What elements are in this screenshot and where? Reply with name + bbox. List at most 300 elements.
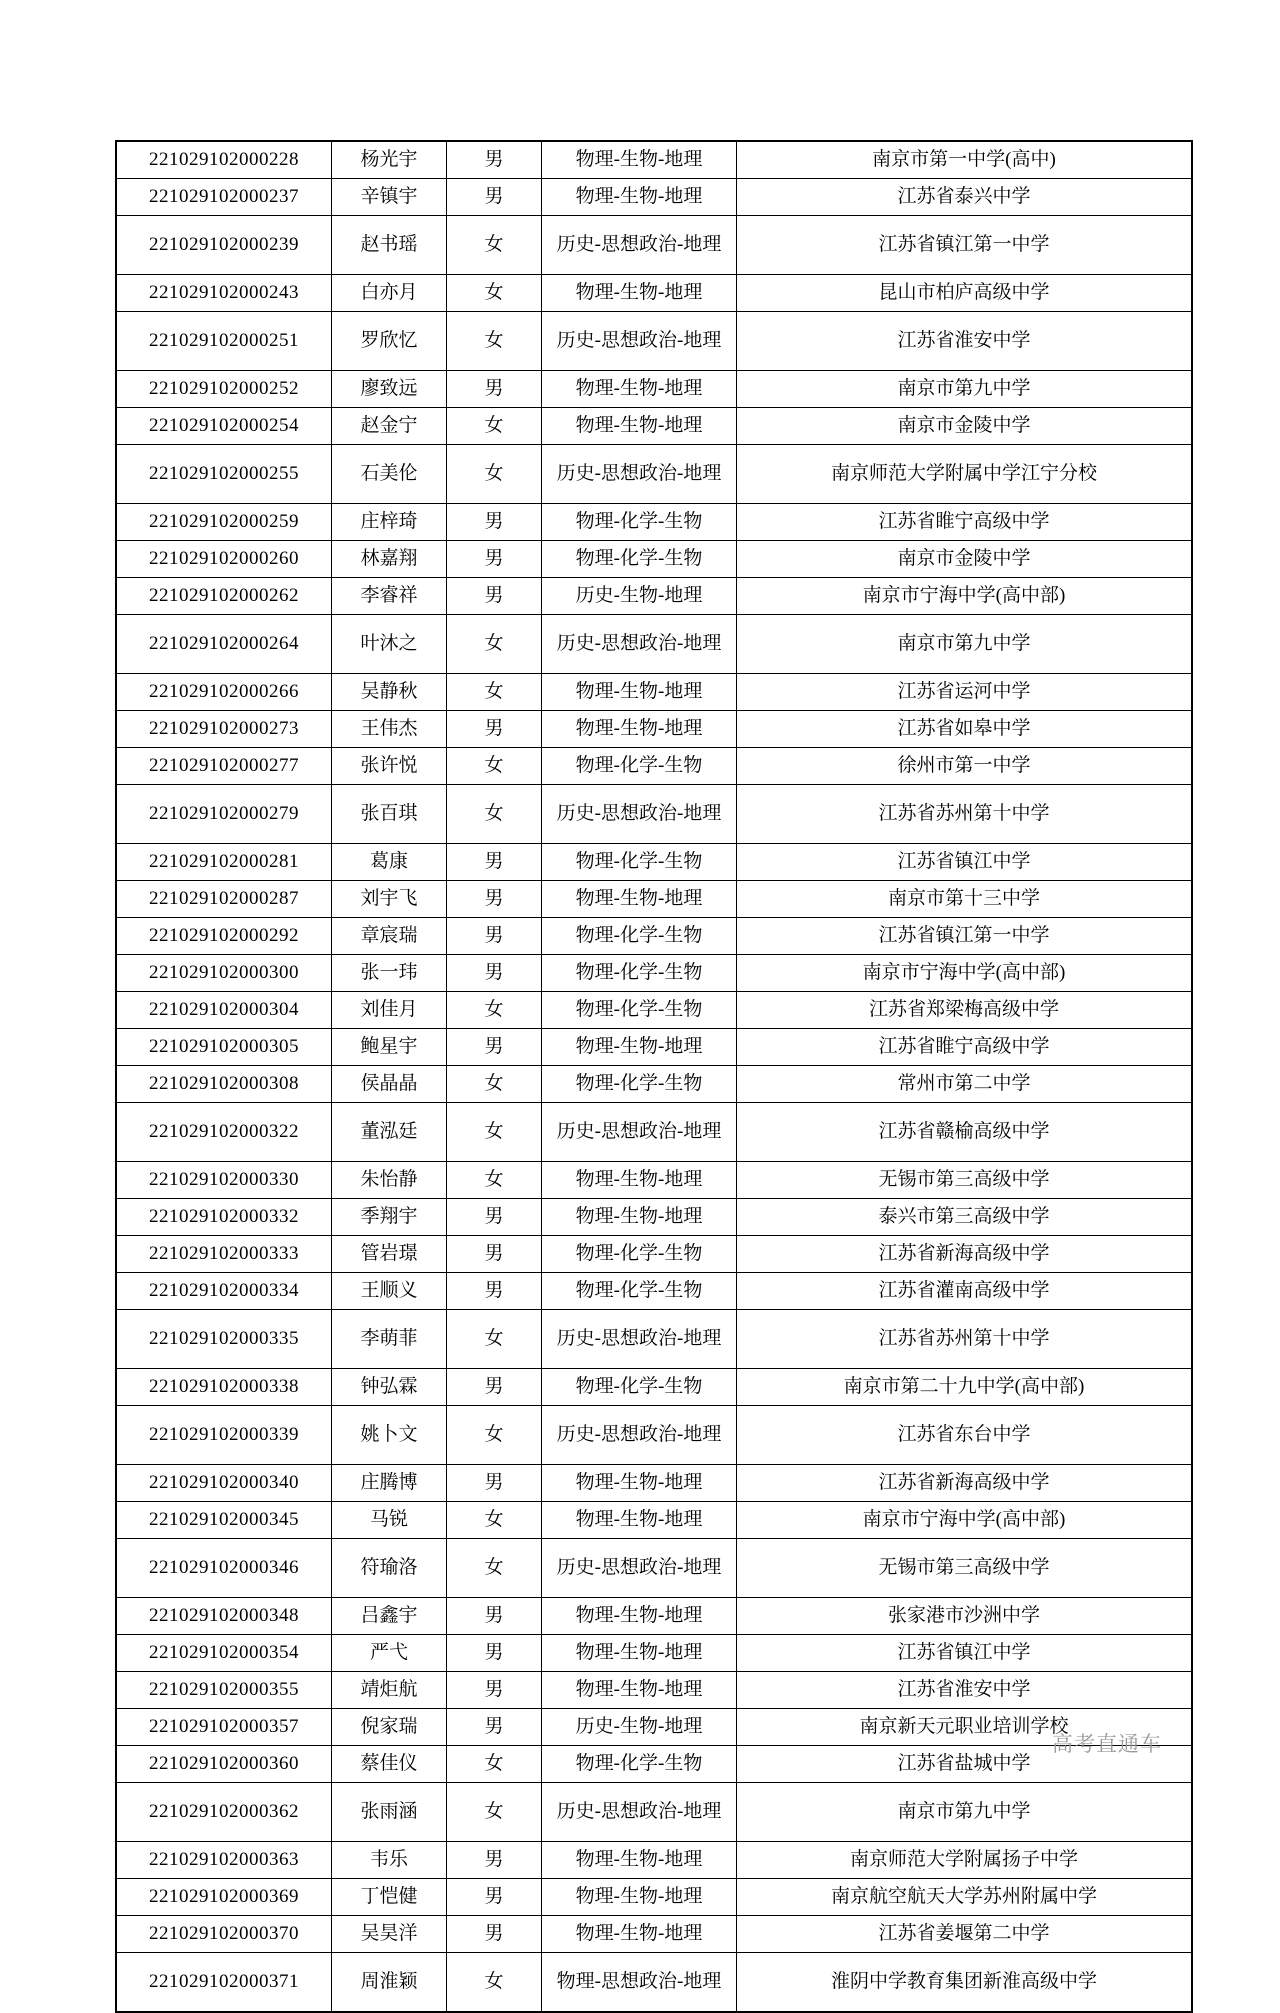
- cell-candidate-id-text: 221029102000243: [149, 281, 299, 303]
- cell-sex: [447, 1783, 542, 1842]
- table-row: [116, 371, 1192, 408]
- cell-name-text: 张一玮: [360, 961, 418, 983]
- cell-sex-text: 女: [484, 754, 504, 776]
- table-row: [116, 1635, 1192, 1672]
- cell-candidate-id-text: 221029102000266: [149, 680, 299, 702]
- cell-candidate-id: [116, 1709, 332, 1746]
- cell-subjects-text: 历史-思想政治-地理: [556, 802, 722, 824]
- cell-name-text: 周淮颖: [360, 1970, 418, 1992]
- watermark-label: 高考直通车: [1052, 1733, 1162, 1756]
- cell-candidate-id-text: 221029102000348: [149, 1604, 299, 1626]
- cell-school: [737, 1406, 1193, 1465]
- cell-name-text: 石美伦: [360, 462, 418, 484]
- cell-name: [332, 1879, 447, 1916]
- cell-sex: [447, 1879, 542, 1916]
- cell-candidate-id: [116, 371, 332, 408]
- cell-candidate-id: [116, 578, 332, 615]
- cell-subjects: [542, 408, 737, 445]
- cell-candidate-id-text: 221029102000363: [149, 1848, 299, 1870]
- cell-subjects-text: 物理-化学-生物: [575, 961, 703, 983]
- cell-candidate-id-text: 221029102000300: [149, 961, 299, 983]
- cell-school: [737, 844, 1193, 881]
- cell-name: [332, 541, 447, 578]
- cell-school-text: 南京市第九中学: [897, 377, 1031, 399]
- cell-subjects: [542, 541, 737, 578]
- cell-name-text: 钟弘霖: [360, 1375, 418, 1397]
- table-row: [116, 312, 1192, 371]
- cell-school: [737, 785, 1193, 844]
- cell-subjects-text: 物理-生物-地理: [575, 1641, 703, 1663]
- cell-sex: [447, 1746, 542, 1783]
- cell-sex-text: 女: [484, 414, 504, 436]
- cell-subjects: [542, 1103, 737, 1162]
- cell-sex: [447, 748, 542, 785]
- cell-subjects-text: 物理-生物-地理: [575, 1848, 703, 1870]
- cell-name: [332, 371, 447, 408]
- cell-candidate-id-text: 221029102000255: [149, 462, 299, 484]
- cell-candidate-id: [116, 711, 332, 748]
- cell-name-text: 蔡佳仪: [360, 1752, 418, 1774]
- cell-school-text: 常州市第二中学: [897, 1072, 1031, 1094]
- cell-candidate-id-text: 221029102000262: [149, 584, 299, 606]
- cell-sex: [447, 1236, 542, 1273]
- cell-subjects: [542, 1709, 737, 1746]
- cell-subjects-text: 物理-化学-生物: [575, 998, 703, 1020]
- cell-candidate-id: [116, 216, 332, 275]
- cell-name-text: 张雨涵: [360, 1800, 418, 1822]
- cell-school: [737, 711, 1193, 748]
- cell-candidate-id: [116, 1635, 332, 1672]
- cell-school-text: 江苏省睢宁高级中学: [878, 510, 1050, 532]
- table-row: [116, 1783, 1192, 1842]
- cell-sex-text: 女: [484, 1120, 504, 1142]
- cell-subjects-text: 物理-生物-地理: [575, 414, 703, 436]
- cell-sex-text: 女: [484, 1168, 504, 1190]
- cell-sex-text: 男: [484, 1242, 504, 1264]
- cell-school-text: 江苏省苏州第十中学: [878, 1327, 1050, 1349]
- cell-candidate-id-text: 221029102000346: [149, 1556, 299, 1578]
- cell-sex: [447, 1369, 542, 1406]
- cell-subjects-text: 历史-思想政治-地理: [556, 1120, 722, 1142]
- cell-subjects-text: 物理-化学-生物: [575, 924, 703, 946]
- cell-name-text: 侯晶晶: [360, 1072, 418, 1094]
- cell-subjects-text: 物理-生物-地理: [575, 680, 703, 702]
- cell-sex-text: 女: [484, 1072, 504, 1094]
- cell-candidate-id: [116, 1916, 332, 1953]
- table-row: [116, 1199, 1192, 1236]
- cell-school: [737, 1672, 1193, 1709]
- cell-candidate-id-text: 221029102000340: [149, 1471, 299, 1493]
- cell-subjects-text: 物理-化学-生物: [575, 754, 703, 776]
- cell-name: [332, 312, 447, 371]
- cell-sex: [447, 312, 542, 371]
- cell-name-text: 赵书瑶: [360, 233, 418, 255]
- cell-school: [737, 1273, 1193, 1310]
- cell-name: [332, 1635, 447, 1672]
- cell-name: [332, 1103, 447, 1162]
- cell-candidate-id: [116, 1369, 332, 1406]
- cell-subjects: [542, 1879, 737, 1916]
- cell-sex-text: 男: [484, 1604, 504, 1626]
- cell-candidate-id: [116, 1406, 332, 1465]
- cell-subjects: [542, 504, 737, 541]
- cell-school-text: 江苏省赣榆高级中学: [878, 1120, 1050, 1142]
- cell-name: [332, 1709, 447, 1746]
- cell-candidate-id-text: 221029102000370: [149, 1922, 299, 1944]
- cell-school: [737, 918, 1193, 955]
- cell-name: [332, 1916, 447, 1953]
- cell-sex: [447, 1465, 542, 1502]
- cell-school-text: 江苏省新海高级中学: [878, 1242, 1050, 1264]
- cell-name: [332, 141, 447, 179]
- cell-sex: [447, 1029, 542, 1066]
- cell-school-text: 江苏省运河中学: [897, 680, 1031, 702]
- cell-subjects: [542, 1406, 737, 1465]
- cell-sex-text: 女: [484, 632, 504, 654]
- cell-candidate-id-text: 221029102000279: [149, 802, 299, 824]
- cell-school: [737, 1199, 1193, 1236]
- table-row: [116, 785, 1192, 844]
- table-row: [116, 1066, 1192, 1103]
- cell-school-text: 南京新天元职业培训学校: [859, 1715, 1069, 1737]
- cell-candidate-id-text: 221029102000362: [149, 1800, 299, 1822]
- cell-name-text: 严弋: [369, 1641, 408, 1663]
- cell-subjects-text: 物理-生物-地理: [575, 281, 703, 303]
- cell-candidate-id-text: 221029102000305: [149, 1035, 299, 1057]
- cell-name-text: 符瑜洛: [360, 1556, 418, 1578]
- cell-school-text: 无锡市第三高级中学: [878, 1168, 1050, 1190]
- cell-name-text: 葛康: [369, 850, 408, 872]
- cell-candidate-id: [116, 1310, 332, 1369]
- cell-candidate-id-text: 221029102000292: [149, 924, 299, 946]
- cell-name-text: 赵金宁: [360, 414, 418, 436]
- cell-candidate-id: [116, 1842, 332, 1879]
- cell-sex: [447, 141, 542, 179]
- cell-name: [332, 578, 447, 615]
- cell-sex-text: 女: [484, 998, 504, 1020]
- cell-sex: [447, 615, 542, 674]
- cell-school: [737, 1842, 1193, 1879]
- cell-sex: [447, 541, 542, 578]
- table-row: [116, 1029, 1192, 1066]
- cell-subjects: [542, 711, 737, 748]
- cell-sex-text: 男: [484, 1715, 504, 1737]
- cell-sex-text: 女: [484, 281, 504, 303]
- cell-school: [737, 141, 1193, 179]
- cell-sex-text: 女: [484, 680, 504, 702]
- cell-name-text: 辛镇宇: [360, 185, 418, 207]
- cell-subjects-text: 物理-生物-地理: [575, 1922, 703, 1944]
- cell-school-text: 江苏省镇江中学: [897, 850, 1031, 872]
- cell-name: [332, 748, 447, 785]
- table-row: [116, 275, 1192, 312]
- cell-candidate-id: [116, 1465, 332, 1502]
- cell-candidate-id: [116, 445, 332, 504]
- cell-sex-text: 男: [484, 1471, 504, 1493]
- cell-candidate-id-text: 221029102000254: [149, 414, 299, 436]
- cell-sex-text: 男: [484, 377, 504, 399]
- cell-sex: [447, 371, 542, 408]
- cell-candidate-id: [116, 992, 332, 1029]
- cell-name-text: 罗欣忆: [360, 329, 418, 351]
- cell-subjects-text: 物理-生物-地理: [575, 1205, 703, 1227]
- cell-sex-text: 男: [484, 510, 504, 532]
- cell-sex: [447, 1310, 542, 1369]
- table-row: [116, 1746, 1192, 1783]
- cell-sex: [447, 1162, 542, 1199]
- cell-name-text: 张许悦: [360, 754, 418, 776]
- table-row: [116, 881, 1192, 918]
- cell-school-text: 南京市第十三中学: [887, 887, 1040, 909]
- cell-school-text: 江苏省盐城中学: [897, 1752, 1031, 1774]
- cell-sex-text: 男: [484, 1641, 504, 1663]
- table-row: [116, 844, 1192, 881]
- cell-school-text: 南京市宁海中学(高中部): [862, 1508, 1066, 1530]
- cell-name: [332, 1369, 447, 1406]
- cell-sex-text: 女: [484, 1970, 504, 1992]
- cell-candidate-id: [116, 1236, 332, 1273]
- cell-candidate-id-text: 221029102000333: [149, 1242, 299, 1264]
- cell-subjects: [542, 1953, 737, 2013]
- cell-candidate-id-text: 221029102000354: [149, 1641, 299, 1663]
- cell-candidate-id: [116, 504, 332, 541]
- cell-candidate-id: [116, 748, 332, 785]
- cell-sex: [447, 1916, 542, 1953]
- cell-sex: [447, 1953, 542, 2013]
- cell-sex-text: 女: [484, 1423, 504, 1445]
- cell-subjects-text: 物理-化学-生物: [575, 850, 703, 872]
- cell-sex: [447, 216, 542, 275]
- cell-subjects-text: 历史-思想政治-地理: [556, 462, 722, 484]
- cell-subjects: [542, 881, 737, 918]
- cell-sex: [447, 844, 542, 881]
- cell-subjects: [542, 1598, 737, 1635]
- cell-name-text: 姚卜文: [360, 1423, 418, 1445]
- cell-name: [332, 1842, 447, 1879]
- cell-name: [332, 408, 447, 445]
- cell-subjects: [542, 275, 737, 312]
- table-row: [116, 1236, 1192, 1273]
- cell-sex-text: 女: [484, 1556, 504, 1578]
- cell-sex-text: 男: [484, 961, 504, 983]
- cell-candidate-id-text: 221029102000339: [149, 1423, 299, 1445]
- table-row: [116, 541, 1192, 578]
- cell-candidate-id: [116, 541, 332, 578]
- cell-school: [737, 1783, 1193, 1842]
- cell-subjects: [542, 312, 737, 371]
- cell-subjects-text: 物理-化学-生物: [575, 510, 703, 532]
- table-row: [116, 578, 1192, 615]
- cell-candidate-id: [116, 141, 332, 179]
- cell-candidate-id: [116, 1879, 332, 1916]
- cell-sex-text: 男: [484, 1035, 504, 1057]
- cell-subjects-text: 物理-生物-地理: [575, 1604, 703, 1626]
- cell-sex: [447, 1199, 542, 1236]
- table-row: [116, 1502, 1192, 1539]
- cell-subjects-text: 历史-思想政治-地理: [556, 632, 722, 654]
- table-row: [116, 1953, 1192, 2013]
- cell-name: [332, 711, 447, 748]
- cell-sex: [447, 785, 542, 844]
- cell-candidate-id-text: 221029102000259: [149, 510, 299, 532]
- cell-candidate-id: [116, 1539, 332, 1598]
- cell-candidate-id-text: 221029102000338: [149, 1375, 299, 1397]
- cell-candidate-id: [116, 1029, 332, 1066]
- cell-school: [737, 1029, 1193, 1066]
- cell-name: [332, 785, 447, 844]
- cell-school: [737, 445, 1193, 504]
- cell-name-text: 林嘉翔: [360, 547, 418, 569]
- cell-school: [737, 504, 1193, 541]
- cell-sex: [447, 1406, 542, 1465]
- cell-subjects-text: 物理-生物-地理: [575, 1168, 703, 1190]
- cell-school-text: 江苏省姜堰第二中学: [878, 1922, 1050, 1944]
- cell-name: [332, 1162, 447, 1199]
- cell-name: [332, 1672, 447, 1709]
- table-row: [116, 1162, 1192, 1199]
- cell-sex: [447, 881, 542, 918]
- cell-candidate-id-text: 221029102000260: [149, 547, 299, 569]
- cell-sex-text: 男: [484, 1848, 504, 1870]
- cell-candidate-id: [116, 1783, 332, 1842]
- cell-subjects: [542, 216, 737, 275]
- cell-name-text: 庄梓琦: [360, 510, 418, 532]
- table-row: [116, 1879, 1192, 1916]
- cell-school-text: 南京市第九中学: [897, 632, 1031, 654]
- cell-school: [737, 1879, 1193, 1916]
- cell-school: [737, 179, 1193, 216]
- cell-subjects: [542, 1310, 737, 1369]
- cell-sex-text: 男: [484, 185, 504, 207]
- cell-school-text: 江苏省东台中学: [897, 1423, 1031, 1445]
- cell-school-text: 江苏省苏州第十中学: [878, 802, 1050, 824]
- cell-subjects-text: 物理-生物-地理: [575, 148, 703, 170]
- cell-candidate-id: [116, 312, 332, 371]
- cell-subjects-text: 物理-化学-生物: [575, 1375, 703, 1397]
- cell-subjects-text: 历史-生物-地理: [575, 584, 703, 606]
- table-row: [116, 748, 1192, 785]
- cell-school-text: 南京市第一中学(高中): [872, 148, 1056, 170]
- cell-school: [737, 1539, 1193, 1598]
- cell-name-text: 章宸瑞: [360, 924, 418, 946]
- cell-candidate-id-text: 221029102000273: [149, 717, 299, 739]
- cell-candidate-id-text: 221029102000357: [149, 1715, 299, 1737]
- cell-candidate-id: [116, 1953, 332, 2013]
- cell-school-text: 江苏省郑梁梅高级中学: [868, 998, 1059, 1020]
- cell-school-text: 南京市金陵中学: [897, 547, 1031, 569]
- cell-subjects: [542, 785, 737, 844]
- cell-sex-text: 女: [484, 462, 504, 484]
- cell-candidate-id-text: 221029102000277: [149, 754, 299, 776]
- cell-name-text: 杨光宇: [360, 148, 418, 170]
- cell-school-text: 南京师范大学附属中学江宁分校: [830, 462, 1097, 484]
- table-row: [116, 445, 1192, 504]
- cell-candidate-id-text: 221029102000252: [149, 377, 299, 399]
- cell-subjects-text: 历史-思想政治-地理: [556, 1556, 722, 1578]
- cell-subjects-text: 历史-思想政治-地理: [556, 329, 722, 351]
- cell-subjects: [542, 1672, 737, 1709]
- cell-subjects: [542, 578, 737, 615]
- cell-sex: [447, 992, 542, 1029]
- cell-candidate-id: [116, 1066, 332, 1103]
- cell-sex: [447, 1066, 542, 1103]
- cell-sex-text: 男: [484, 887, 504, 909]
- cell-sex-text: 男: [484, 1678, 504, 1700]
- cell-name: [332, 1029, 447, 1066]
- cell-sex: [447, 1842, 542, 1879]
- cell-candidate-id: [116, 1502, 332, 1539]
- cell-subjects: [542, 1502, 737, 1539]
- cell-name-text: 韦乐: [369, 1848, 408, 1870]
- cell-subjects: [542, 179, 737, 216]
- cell-sex: [447, 1598, 542, 1635]
- cell-name-text: 吴昊洋: [360, 1922, 418, 1944]
- cell-school: [737, 1916, 1193, 1953]
- cell-name: [332, 955, 447, 992]
- cell-sex: [447, 408, 542, 445]
- cell-sex: [447, 578, 542, 615]
- cell-name-text: 庄腾博: [360, 1471, 418, 1493]
- cell-subjects-text: 物理-化学-生物: [575, 1752, 703, 1774]
- cell-school-text: 徐州市第一中学: [897, 754, 1031, 776]
- cell-candidate-id-text: 221029102000308: [149, 1072, 299, 1094]
- cell-candidate-id-text: 221029102000334: [149, 1279, 299, 1301]
- cell-name: [332, 179, 447, 216]
- cell-school-text: 江苏省淮安中学: [897, 329, 1031, 351]
- cell-sex: [447, 1273, 542, 1310]
- cell-candidate-id-text: 221029102000335: [149, 1327, 299, 1349]
- cell-candidate-id-text: 221029102000345: [149, 1508, 299, 1530]
- cell-sex: [447, 445, 542, 504]
- table-row: [116, 179, 1192, 216]
- cell-sex: [447, 1539, 542, 1598]
- cell-candidate-id-text: 221029102000360: [149, 1752, 299, 1774]
- cell-subjects-text: 物理-生物-地理: [575, 377, 703, 399]
- cell-school: [737, 1162, 1193, 1199]
- cell-candidate-id-text: 221029102000369: [149, 1885, 299, 1907]
- cell-subjects: [542, 1539, 737, 1598]
- cell-name-text: 白亦月: [360, 281, 418, 303]
- cell-subjects-text: 物理-生物-地理: [575, 1471, 703, 1493]
- cell-school: [737, 1066, 1193, 1103]
- cell-school: [737, 578, 1193, 615]
- cell-school: [737, 1635, 1193, 1672]
- cell-sex: [447, 674, 542, 711]
- cell-subjects-text: 物理-生物-地理: [575, 887, 703, 909]
- cell-subjects-text: 物理-生物-地理: [575, 1508, 703, 1530]
- cell-school-text: 南京市第二十九中学(高中部): [843, 1375, 1085, 1397]
- cell-sex: [447, 179, 542, 216]
- cell-subjects: [542, 1465, 737, 1502]
- cell-school: [737, 674, 1193, 711]
- cell-name-text: 刘宇飞: [360, 887, 418, 909]
- cell-candidate-id: [116, 844, 332, 881]
- cell-candidate-id-text: 221029102000239: [149, 233, 299, 255]
- cell-name: [332, 918, 447, 955]
- cell-candidate-id-text: 221029102000371: [149, 1970, 299, 1992]
- cell-school: [737, 541, 1193, 578]
- cell-school-text: 江苏省如皋中学: [897, 717, 1031, 739]
- cell-school-text: 江苏省灌南高级中学: [878, 1279, 1050, 1301]
- cell-subjects: [542, 844, 737, 881]
- cell-school-text: 南京师范大学附属扬子中学: [849, 1848, 1078, 1870]
- cell-sex: [447, 918, 542, 955]
- cell-subjects: [542, 1842, 737, 1879]
- candidate-roster-table: [115, 140, 1193, 2013]
- cell-name: [332, 1465, 447, 1502]
- cell-school-text: 江苏省泰兴中学: [897, 185, 1031, 207]
- cell-school: [737, 1465, 1193, 1502]
